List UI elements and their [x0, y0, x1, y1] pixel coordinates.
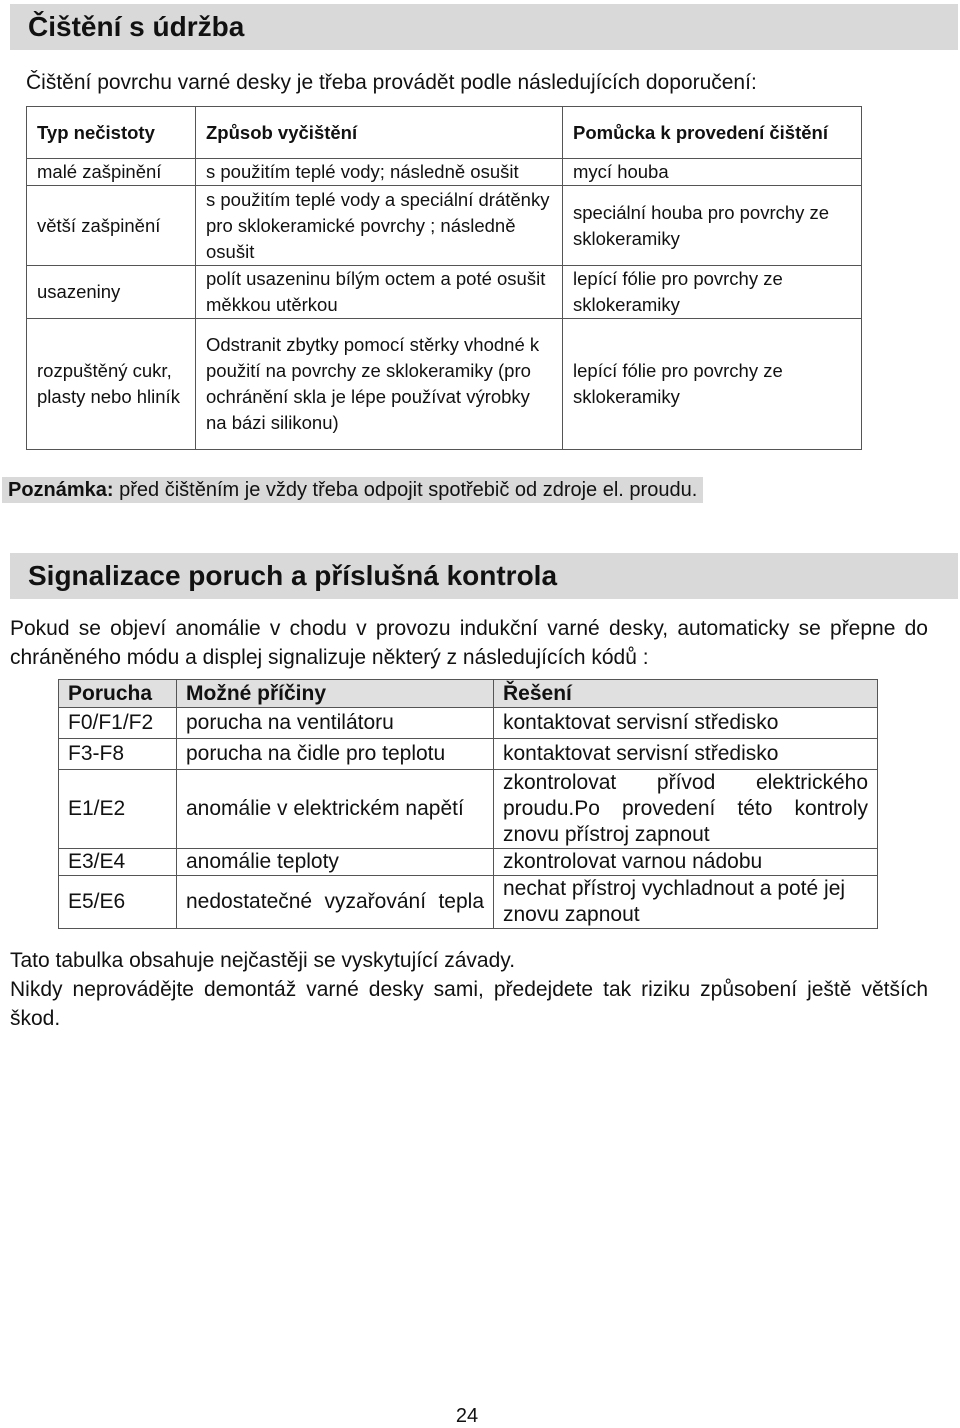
fault-footer: [10, 946, 928, 1033]
cleaning-table: [26, 106, 862, 450]
header-cleaning-method: Způsob vyčištění: [196, 107, 563, 159]
table-header-row: [59, 680, 878, 708]
table-row: [59, 770, 878, 849]
cell-solution: kontaktovat servisní středisko: [494, 708, 878, 739]
cell-fault-code: E1/E2: [59, 770, 177, 849]
cell-dirt-type: malé zašpinění: [27, 159, 196, 186]
cell-fault-code: F0/F1/F2: [59, 708, 177, 739]
cell-dirt-type: větší zašpinění: [27, 186, 196, 266]
table-row: [27, 266, 862, 319]
header-dirt-type: Typ nečistoty: [27, 107, 196, 159]
fault-codes-table: [58, 679, 878, 929]
section-title-fault-signals: Signalizace poruch a příslušná kontrola: [10, 553, 958, 599]
cell-tool: lepící fólie pro povrchy ze sklokeramiky: [563, 319, 862, 450]
cell-fault-code: E3/E4: [59, 849, 177, 876]
header-cleaning-tool: Pomůcka k provedení čištění: [563, 107, 862, 159]
cell-dirt-type: rozpuštěný cukr, plasty nebo hliník: [27, 319, 196, 450]
cell-cause: nedostatečné vyzařování tepla: [177, 876, 494, 929]
cleaning-intro: Čištění povrchu varné desky je třeba provádět podle následujících doporučení:: [26, 71, 757, 94]
table-row: [59, 708, 878, 739]
cleaning-note: [2, 477, 703, 503]
cell-solution: nechat přístroj vychladnout a poté jej znovu zapnout: [494, 876, 878, 929]
cell-method: polít usazeninu bílým octem a poté osušit měkkou utěrkou: [196, 266, 563, 319]
cell-cause: anomálie v elektrickém napětí: [177, 770, 494, 849]
cell-method: s použitím teplé vody; následně osušit: [196, 159, 563, 186]
cell-solution: kontaktovat servisní středisko: [494, 739, 878, 770]
fault-intro: Pokud se objeví anomálie v chodu v provozu indukční varné desky, automaticky se přepne do chráněného módu a displej signalizuje některý z následujících kódů :: [10, 617, 928, 669]
cell-solution: zkontrolovat varnou nádobu: [494, 849, 878, 876]
cell-tool: mycí houba: [563, 159, 862, 186]
note-label: Poznámka:: [8, 479, 114, 501]
cell-dirt-type: usazeniny: [27, 266, 196, 319]
cell-cause: porucha na ventilátoru: [177, 708, 494, 739]
table-row: [27, 159, 862, 186]
section-title-cleaning: Čištění s údržba: [10, 4, 958, 50]
cell-solution: zkontrolovat přívod elektrického proudu.Po provedení této kontroly znovu přístroj zapnout: [494, 770, 878, 849]
table-row: [27, 186, 862, 266]
page-number: 24: [455, 1405, 479, 1427]
note-text: před čištěním je vždy třeba odpojit spotřebič od zdroje el. proudu.: [113, 479, 698, 501]
cell-method: Odstranit zbytky pomocí stěrky vhodné k použití na povrchy ze sklokeramiky (pro ochránění skla je lépe používat výrobky na bázi silikonu): [196, 319, 563, 450]
cell-fault-code: E5/E6: [59, 876, 177, 929]
table-row: [59, 739, 878, 770]
cell-cause: anomálie teploty: [177, 849, 494, 876]
cell-tool: lepící fólie pro povrchy ze sklokeramiky: [563, 266, 862, 319]
footer-line-common-faults: Tato tabulka obsahuje nejčastěji se vyskytující závady.: [10, 949, 516, 972]
table-header-row: [27, 107, 862, 159]
header-solution: Řešení: [494, 680, 878, 708]
footer-line-warning: Nikdy neprovádějte demontáž varné desky sami, předejdete tak riziku způsobení ještě větších škod.: [10, 978, 928, 1030]
header-causes: Možné příčiny: [177, 680, 494, 708]
table-row: [59, 849, 878, 876]
cell-cause: porucha na čidle pro teplotu: [177, 739, 494, 770]
cell-fault-code: F3-F8: [59, 739, 177, 770]
cell-tool: speciální houba pro povrchy ze sklokeramiky: [563, 186, 862, 266]
header-fault: Porucha: [59, 680, 177, 708]
table-row: [59, 876, 878, 929]
cell-method: s použitím teplé vody a speciální drátěnky pro sklokeramické povrchy ; následně osušit: [196, 186, 563, 266]
table-row: [27, 319, 862, 450]
